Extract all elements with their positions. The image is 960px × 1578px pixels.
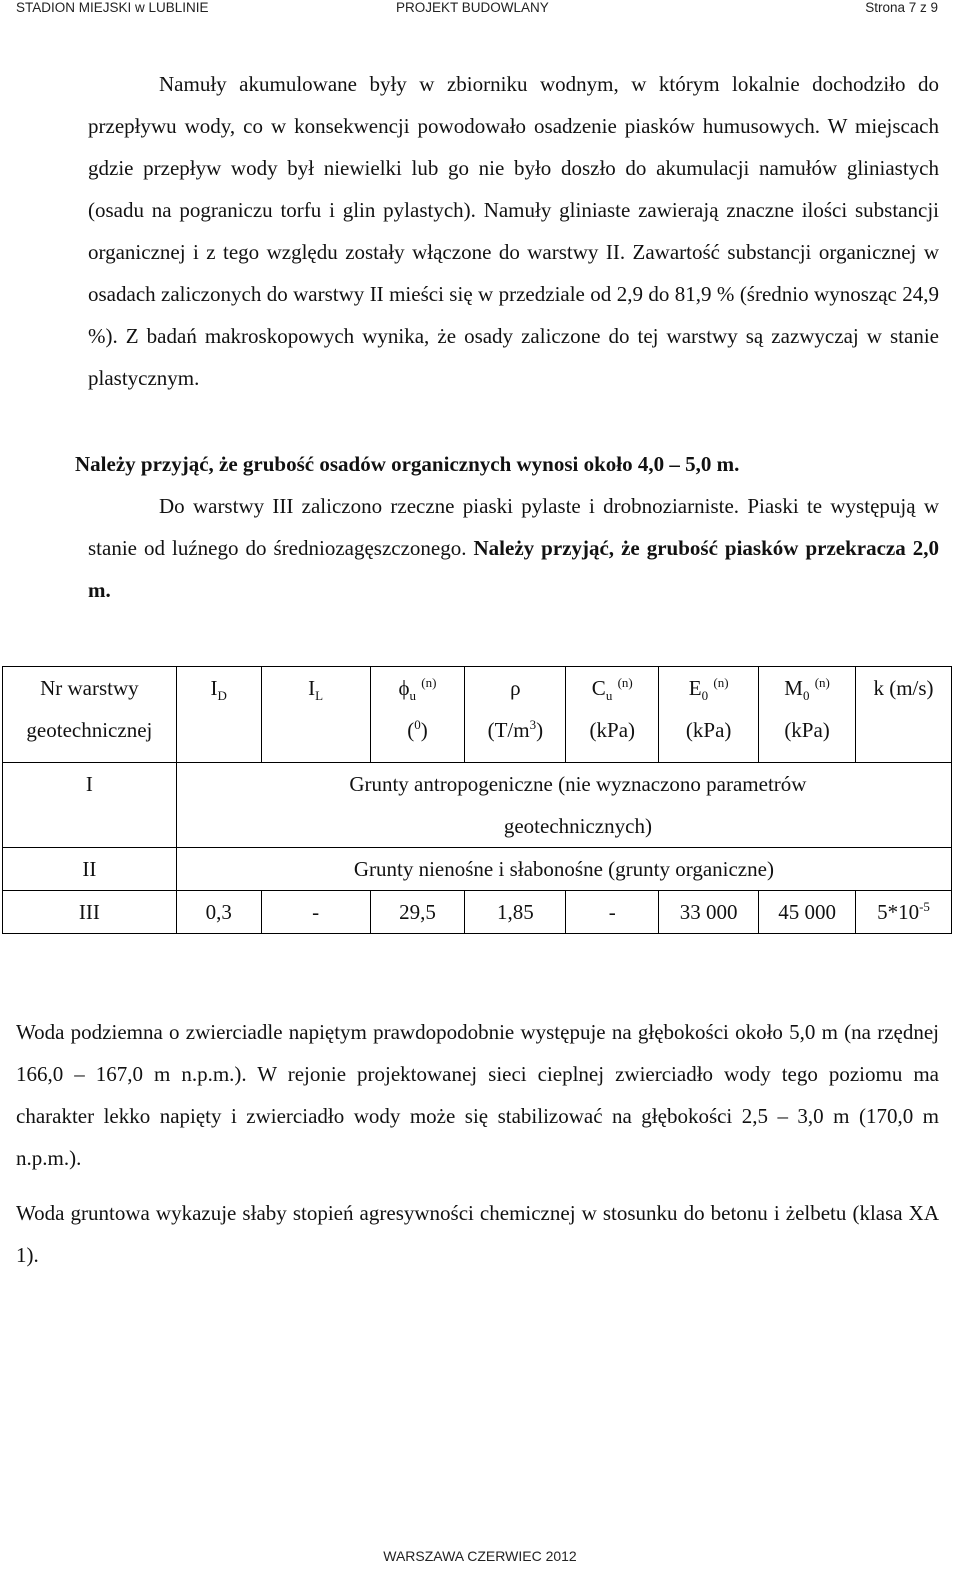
geotechnical-parameters-table [2, 666, 952, 934]
header-document-type: PROJEKT BUDOWLANY [396, 0, 549, 15]
table-cell-rho: 1,85 [465, 891, 566, 934]
paragraph-warstwa-iii [88, 485, 939, 611]
table-cell-layer: III [3, 891, 177, 934]
table-cell-k: $5*10^{-5}$ [856, 891, 952, 934]
table-cell-phi: 29,5 [370, 891, 465, 934]
page-footer: WARSZAWA CZERWIEC 2012 [383, 1548, 577, 1564]
paragraph-groundwater-confined [16, 1011, 939, 1179]
page-header [0, 0, 960, 18]
header-liquidity-index: $I_L$ [261, 667, 370, 763]
paragraph-groundwater-aggressiveness-text: Woda gruntowa wykazuje słaby stopień agresywności chemicznej w stosunku do betonu i żelbetu (klasa XA 1). [16, 1201, 939, 1267]
table-cell-e0: 33 000 [659, 891, 759, 934]
paragraph-warstwa-iii-bold: Należy przyjąć, że grubość piasków przekracza 2,0 m. [88, 536, 939, 602]
header-primary-modulus: $E_0$ $^{(n)}$ (kPa) [659, 667, 759, 763]
table-cell-layer: II [3, 848, 177, 891]
table-cell-id: 0,3 [176, 891, 261, 934]
header-density-index: $I_D$ [176, 667, 261, 763]
header-page-number: Strona 7 z 9 [865, 0, 938, 15]
paragraph-namuly [88, 63, 939, 399]
header-project-name: STADION MIEJSKI w LUBLINIE [16, 0, 209, 15]
table-cell-m0: 45 000 [759, 891, 856, 934]
paragraph-warstwa-iii-text: Do warstwy III zaliczono rzeczne piaski pylaste i drobnoziarniste. Piaski te występują w stanie od luźnego do średniozagęszczonego. [88, 494, 939, 560]
header-permeability: k (m/s) [856, 667, 952, 763]
header-layer-number: Nr warstwy geotechnicznej [3, 667, 177, 763]
table-cell-cu: - [566, 891, 659, 934]
table-row [3, 848, 952, 891]
table-row [3, 763, 952, 848]
paragraph-namuly-text: Namuły akumulowane były w zbiorniku wodnym, w którym lokalnie dochodziło do przepływu wody, co w konsekwencji powodowało osadzenie piasków humusowych. W miejscach gdzie przepływ wody był niewielki lub go nie było doszło do akumulacji namułów gliniastych (osadu na pograniczu torfu i glin pylastych). Namuły gliniaste zawierają znaczne ilości substancji organicznej i z tego względu zostały włączone do warstwy II. Zawartość substancji organicznej w osadach zaliczonych do warstwy II mieści się w przedziale od 2,9 do 81,9 % (średnio wynosząc 24,9 %). Z badań makroskopowych wynika, że osady zaliczone do tej warstwy są zazwyczaj w stanie plastycznym. [88, 72, 939, 390]
header-bulk-density: ρ $(T/m^3)$ [465, 667, 566, 763]
paragraph-groundwater-aggressiveness [16, 1192, 939, 1276]
table-row [3, 891, 952, 934]
header-oedometric-modulus: $M_0$ $^{(n)}$ (kPa) [759, 667, 856, 763]
table-cell-layer: I [3, 763, 177, 848]
table-cell-il: - [261, 891, 370, 934]
paragraph-groundwater-confined-text: Woda podziemna o zwierciadle napiętym prawdopodobnie występuje na głębokości około 5,0 m (na rzędnej 166,0 – 167,0 m n.p.m.). W rejonie projektowanej sieci cieplnej zwierciadło wody tego poziomu ma charakter lekko napięty i zwierciadło wody może się stabilizować na głębokości 2,5 – 3,0 m (170,0 m n.p.m.). [16, 1020, 939, 1170]
bold-statement-organic-thickness: Należy przyjąć, że grubość osadów organicznych wynosi około 4,0 – 5,0 m. [75, 452, 740, 476]
header-friction-angle: $\phi_u$ $^{(n)}$ ($^0$) [370, 667, 465, 763]
table-cell-description: Grunty antropogeniczne (nie wyznaczono parametrów geotechnicznych) [176, 763, 951, 848]
table-cell-description: Grunty nienośne i słabonośne (grunty organiczne) [176, 848, 951, 891]
header-cohesion: $C_u$ $^{(n)}$ (kPa) [566, 667, 659, 763]
table-header-row [3, 667, 952, 763]
